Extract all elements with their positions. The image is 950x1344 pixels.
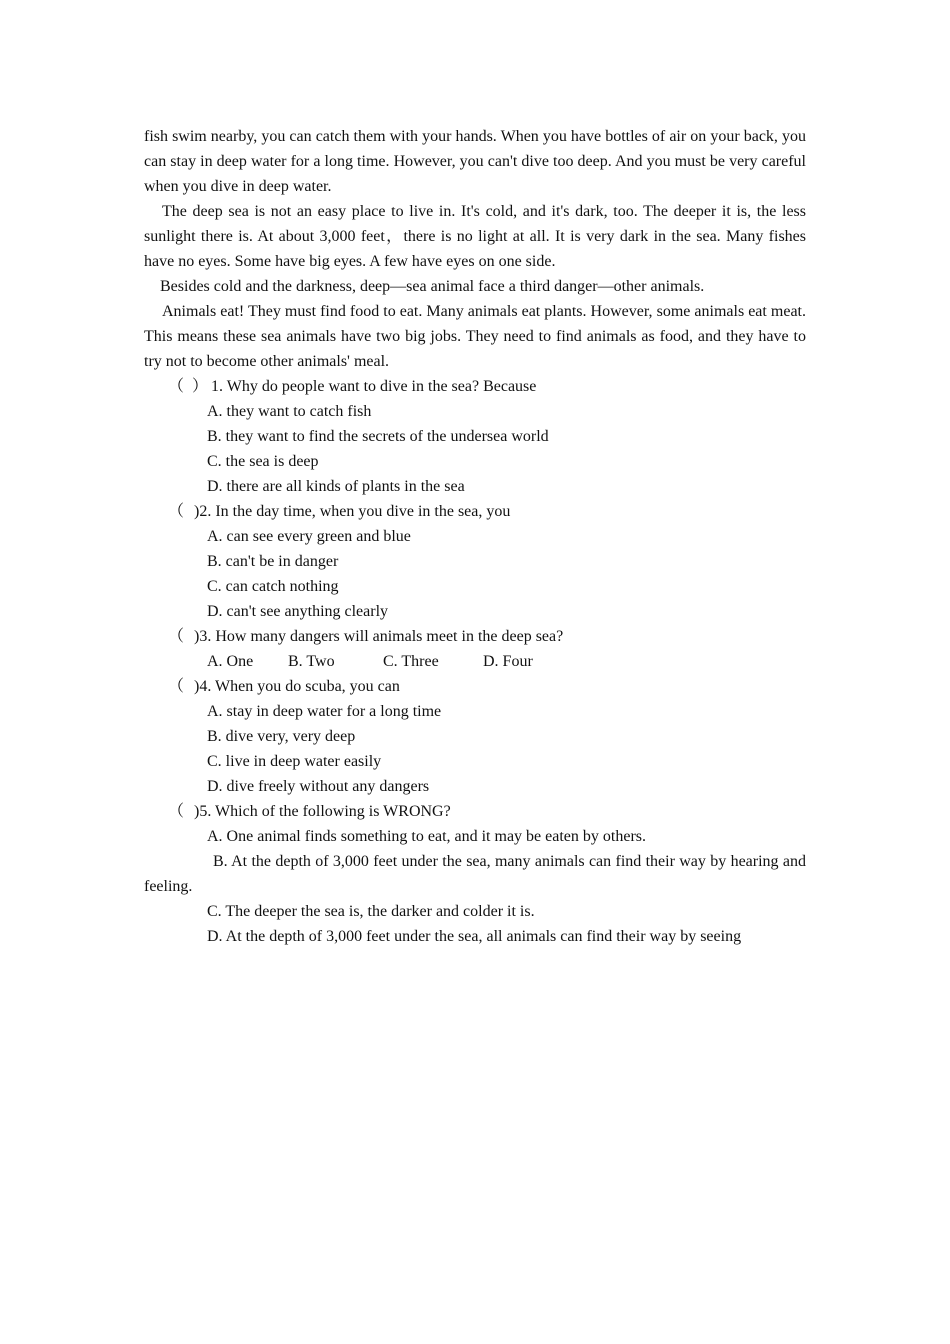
question-5-option-d: D. At the depth of 3,000 feet under the sea, all animals can find their way by seeing	[207, 928, 742, 945]
question-1-option-d: D. there are all kinds of plants in the sea	[207, 478, 465, 495]
answer-blank-1	[168, 374, 211, 399]
question-3-option-c: C. Three	[383, 653, 439, 670]
question-4	[144, 674, 806, 699]
question-3-option-b: B. Two	[288, 653, 335, 670]
question-4-option-d: D. dive freely without any dangers	[207, 778, 430, 795]
question-5-option-b: B. At the depth of 3,000 feet under the sea, many animals can find their way by hearing and feeling.	[144, 853, 806, 895]
question-2	[144, 499, 806, 524]
passage-paragraph-4: Animals eat! They must find food to eat. Many animals eat plants. However, some animals eat meat. This means these sea animals have two big jobs. They need to find animals as food, and they have to try not to become other animals' meal.	[144, 303, 806, 370]
question-1-option-a: A. they want to catch fish	[207, 403, 372, 420]
question-3	[144, 624, 806, 649]
question-3-stem: )3. How many dangers will animals meet in the deep sea?	[194, 628, 564, 645]
question-1-option-c: C. the sea is deep	[207, 453, 319, 470]
question-5-option-c: C. The deeper the sea is, the darker and colder it is.	[207, 903, 535, 920]
question-1-stem: 1. Why do people want to dive in the sea? Because	[211, 378, 537, 395]
question-4-stem: )4. When you do scuba, you can	[194, 678, 400, 695]
question-2-option-a: A. can see every green and blue	[207, 528, 411, 545]
question-1-option-b: B. they want to find the secrets of the undersea world	[207, 428, 549, 445]
answer-blank-2: （	[168, 503, 185, 520]
answer-blank-3: （	[168, 628, 185, 645]
passage-paragraph-1: fish swim nearby, you can catch them with your hands. When you have bottles of air on your back, you can stay in deep water for a long time. However, you can't dive too deep. And you must be very careful when you dive in deep water.	[144, 128, 806, 195]
paren-close: ）	[192, 378, 209, 395]
question-2-option-d: D. can't see anything clearly	[207, 603, 389, 620]
question-2-stem: )2. In the day time, when you dive in the sea, you	[194, 503, 511, 520]
question-2-option-b: B. can't be in danger	[207, 553, 339, 570]
question-4-option-a: A. stay in deep water for a long time	[207, 703, 442, 720]
question-1	[144, 374, 806, 399]
question-3-options	[144, 649, 806, 674]
worksheet-page	[144, 124, 806, 949]
question-2-option-c: C. can catch nothing	[207, 578, 339, 595]
question-5-stem: )5. Which of the following is WRONG?	[194, 803, 451, 820]
answer-blank-5: （	[168, 803, 185, 820]
question-3-option-d: D. Four	[483, 653, 533, 670]
passage-paragraph-3: Besides cold and the darkness, deep—sea animal face a third danger—other animals.	[160, 278, 705, 295]
question-5-option-a: A. One animal finds something to eat, and it may be eaten by others.	[207, 828, 646, 845]
passage-paragraph-2: The deep sea is not an easy place to live in. It's cold, and it's dark, too. The deeper it is, the less sunlight there is. At about 3,000 feet，there is no light at all. It is very dark in the sea. Many fishes have no eyes. Some have big eyes. A few have eyes on one side.	[144, 203, 806, 270]
question-4-option-c: C. live in deep water easily	[207, 753, 382, 770]
answer-blank-4: （	[168, 678, 185, 695]
question-5	[144, 799, 806, 824]
question-4-option-b: B. dive very, very deep	[207, 728, 356, 745]
question-3-option-a: A. One	[207, 653, 254, 670]
paren-open: （	[168, 378, 185, 395]
